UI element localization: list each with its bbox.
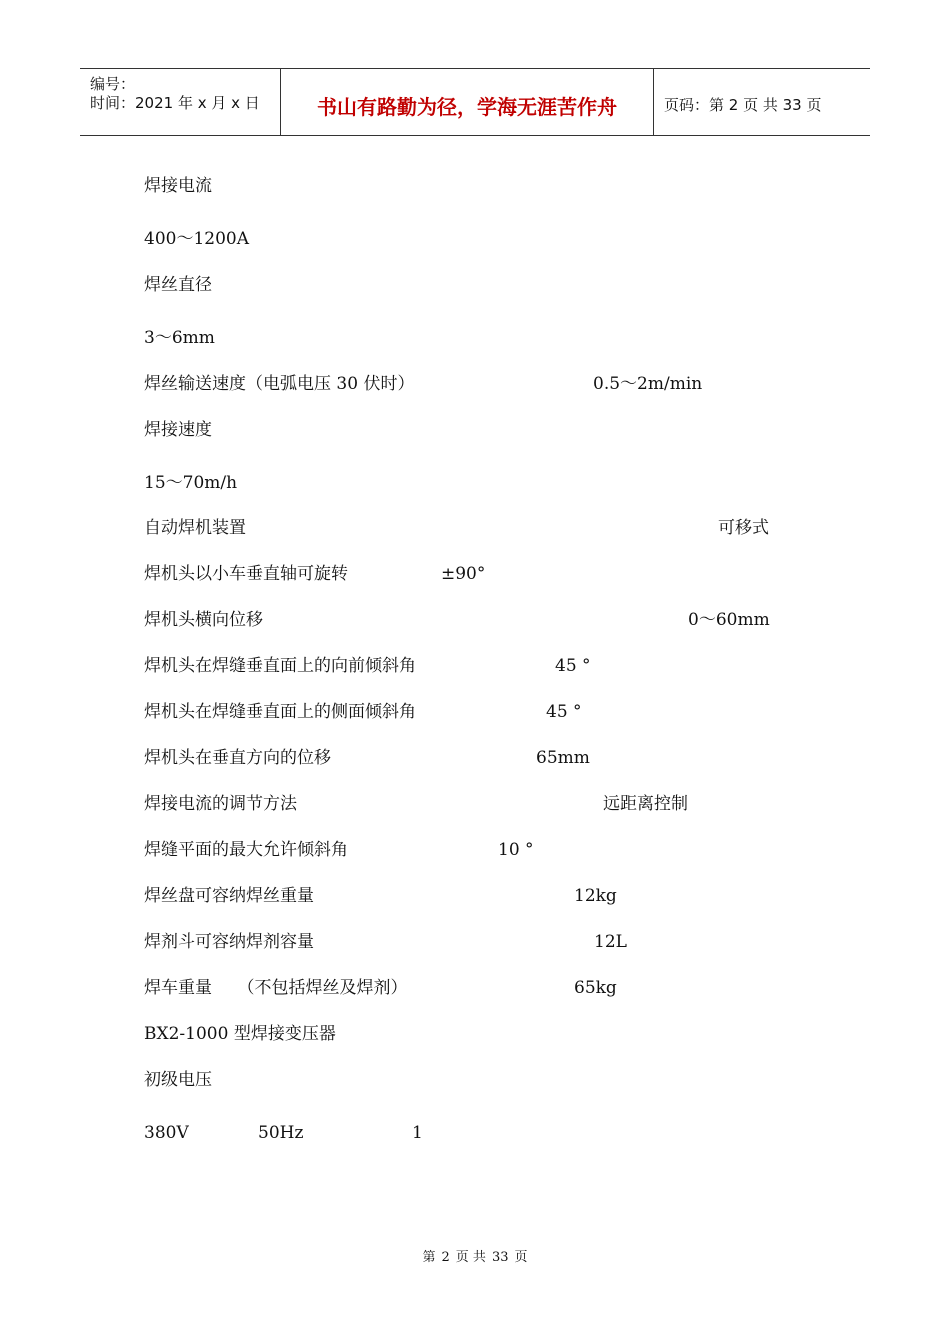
page-header — [80, 68, 870, 136]
spec-label: 焊机头在垂直方向的位移 — [144, 748, 331, 768]
spec-line — [144, 472, 237, 494]
spec-line — [144, 517, 246, 539]
footer-page-suffix: 页 — [514, 1250, 528, 1265]
spec-line — [144, 563, 348, 585]
spec-line — [144, 747, 331, 769]
spec-label: BX2-1000 型焊接变压器 — [144, 1024, 336, 1044]
spec-value: 12L — [594, 932, 627, 952]
footer-page-mid: 页 共 — [455, 1250, 486, 1265]
spec-value: 45 ° — [555, 656, 591, 676]
footer-page-total: 33 — [491, 1250, 509, 1265]
header-meta-cell — [80, 69, 281, 135]
document-time-label: 时间：2021 年 x 月 x 日 — [90, 94, 260, 112]
spec-line — [144, 274, 212, 296]
spec-value: 0.5～2m/min — [593, 374, 703, 394]
spec-line — [144, 701, 416, 723]
spec-value: 65kg — [574, 978, 617, 998]
spec-line — [144, 609, 263, 631]
spec-line — [144, 1023, 336, 1045]
spec-value: 12kg — [574, 886, 617, 906]
spec-line — [144, 885, 314, 907]
spec-label: 焊丝直径 — [144, 275, 212, 295]
spec-label: 焊机头横向位移 — [144, 610, 263, 630]
spec-label: 焊缝平面的最大允许倾斜角 — [144, 840, 348, 860]
document-number-label: 编号： — [90, 75, 136, 93]
spec-label: 焊接速度 — [144, 420, 212, 440]
header-page-info: 页码：第 2 页 共 33 页 — [664, 96, 822, 114]
spec-label: 焊剂斗可容纳焊剂容量 — [144, 932, 314, 952]
spec-line — [144, 1069, 212, 1091]
footer-page-number: 2 — [441, 1250, 450, 1265]
spec-label: 焊丝盘可容纳焊丝重量 — [144, 886, 314, 906]
spec-label: 焊机头在焊缝垂直面上的向前倾斜角 — [144, 656, 416, 676]
spec-value: 0～60mm — [688, 610, 770, 630]
header-motto: 书山有路勤为径，学海无涯苦作舟 — [317, 95, 617, 119]
spec-line — [144, 977, 408, 999]
spec-label: 初级电压 — [144, 1070, 212, 1090]
spec-line — [144, 228, 249, 250]
spec-label: 焊接电流的调节方法 — [144, 794, 297, 814]
spec-label: 15～70m/h — [144, 473, 238, 493]
header-motto-cell — [281, 69, 654, 135]
spec-label: 焊接电流 — [144, 176, 212, 196]
spec-label: 400～1200A — [144, 229, 249, 249]
spec-line — [144, 931, 314, 953]
spec-line — [144, 793, 297, 815]
spec-value: 50Hz — [258, 1123, 304, 1143]
spec-value: 10 ° — [498, 840, 534, 860]
spec-value: 可移式 — [718, 518, 769, 538]
spec-line — [144, 655, 416, 677]
spec-line — [144, 419, 212, 441]
spec-value: 65mm — [536, 748, 590, 768]
page-footer — [0, 1246, 950, 1265]
footer-page-prefix: 第 — [422, 1250, 436, 1265]
spec-label: 3～6mm — [144, 328, 215, 348]
spec-value: 45 ° — [546, 702, 582, 722]
spec-line — [144, 1122, 189, 1144]
spec-value: 1 — [412, 1123, 423, 1143]
header-page-cell — [654, 69, 870, 135]
spec-line — [144, 373, 414, 395]
spec-label: 自动焊机装置 — [144, 518, 246, 538]
spec-label: 焊丝输送速度（电弧电压 30 伏时） — [144, 374, 415, 394]
spec-value: 远距离控制 — [603, 794, 688, 814]
spec-line — [144, 175, 212, 197]
spec-label: 380V — [144, 1123, 189, 1143]
spec-label: 焊机头以小车垂直轴可旋转 — [144, 564, 348, 584]
spec-label: 焊机头在焊缝垂直面上的侧面倾斜角 — [144, 702, 416, 722]
spec-line — [144, 839, 348, 861]
spec-value: ±90° — [441, 564, 486, 584]
spec-label: 焊车重量 （不包括焊丝及焊剂） — [144, 978, 408, 998]
spec-line — [144, 327, 215, 349]
